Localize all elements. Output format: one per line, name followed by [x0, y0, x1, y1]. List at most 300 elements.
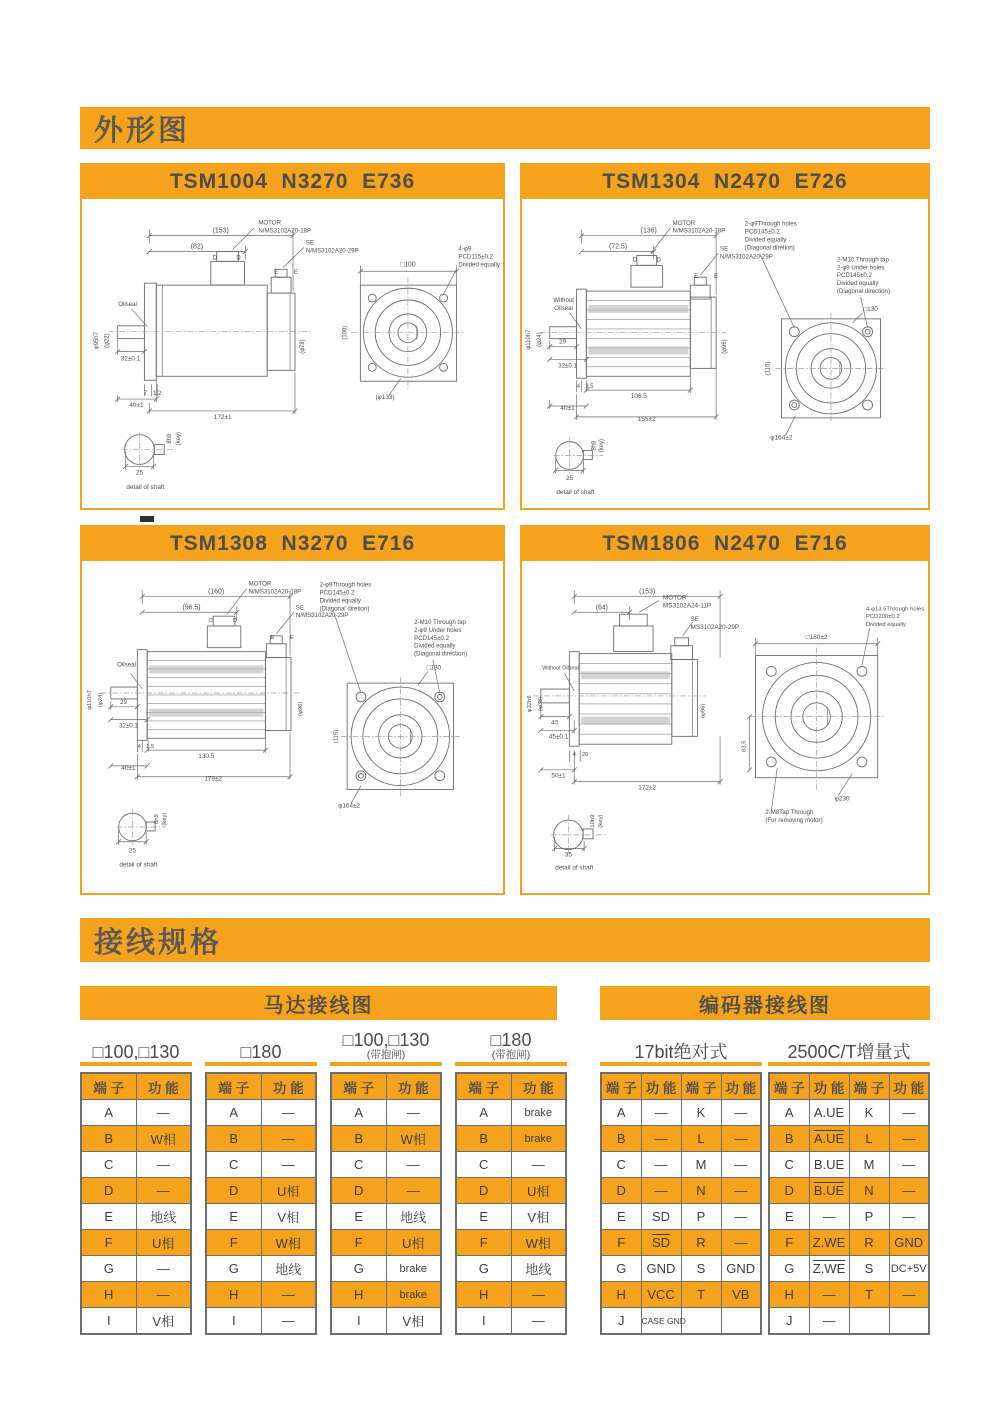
- dimension-label: 10h9: [589, 814, 596, 828]
- table-cell: —: [136, 1100, 191, 1126]
- dimension-label: (72.5): [609, 243, 628, 251]
- table-cell: 地线: [136, 1204, 191, 1230]
- table-row: [601, 1308, 761, 1335]
- table-cell: E: [206, 1204, 261, 1230]
- dimension-label: E: [270, 634, 275, 641]
- dimension-label: N/MS3102A20-29P: [305, 247, 359, 255]
- frame-size-label: □100,□130: [342, 1029, 430, 1050]
- table-cell: G: [81, 1256, 136, 1282]
- dimension-label: φ110h7: [87, 689, 94, 710]
- table-cell: —: [386, 1152, 441, 1178]
- table-row: [81, 1308, 191, 1335]
- table-cell: E: [456, 1204, 511, 1230]
- motor-wiring-table-180-brake: [455, 1072, 567, 1335]
- table-cell: [681, 1308, 721, 1335]
- dimension-label: D: [236, 255, 241, 262]
- dimension-label: □130: [863, 305, 878, 313]
- table-cell: —: [809, 1204, 849, 1230]
- motor-wiring-table-100-130-brake: [330, 1072, 442, 1335]
- dimension-label: detail of shaft: [119, 861, 158, 869]
- dimension-label: 32±0.1: [119, 722, 138, 730]
- table-cell: CASE GND: [641, 1308, 681, 1335]
- dimension-label: (64): [595, 604, 608, 612]
- table-cell: H: [206, 1282, 261, 1308]
- dimension-label: 50±1: [551, 772, 566, 780]
- motor-outline-drawing: [82, 561, 503, 891]
- table-cell: I: [331, 1308, 386, 1335]
- dimension-label: φ164±2: [770, 434, 793, 442]
- table-cell: [721, 1308, 761, 1335]
- dimension-label: SE: [295, 604, 305, 612]
- table-cell: —: [721, 1178, 761, 1204]
- dimension-label: N/MS3102A20-29P: [720, 253, 773, 261]
- table-cell: B: [601, 1126, 641, 1152]
- section-title: 接线规格: [94, 926, 223, 959]
- motor-outline-drawing: [522, 199, 928, 508]
- table-cell: VB: [721, 1282, 761, 1308]
- table-cell: —: [386, 1178, 441, 1204]
- motor-table-head-100-130-brake: [330, 1024, 442, 1066]
- table-row: [331, 1126, 441, 1152]
- dimension-label: MOTOR: [672, 219, 696, 227]
- table-cell: I: [206, 1308, 261, 1335]
- table-cell: F: [456, 1230, 511, 1256]
- dimension-label: MS3102A20-29P: [690, 623, 740, 631]
- dimension-label: Divided equally: [836, 280, 879, 288]
- dimension-label: PCD145±0.2: [836, 272, 872, 280]
- dimension-label: 29: [559, 338, 567, 346]
- table-cell: B: [206, 1126, 261, 1152]
- table-cell: B: [331, 1126, 386, 1152]
- dimension-label: 4: [576, 384, 581, 391]
- dimension-label: □130: [426, 664, 442, 672]
- dimension-label: 2-φ9 Under holes: [414, 626, 462, 634]
- dimension-label: 40±1: [121, 764, 136, 772]
- table-cell: B.UE: [809, 1178, 849, 1204]
- table-row: [456, 1178, 566, 1204]
- table-row: [601, 1230, 761, 1256]
- table-cell: A: [331, 1100, 386, 1126]
- column-header: 端 子: [331, 1073, 386, 1100]
- table-row: [601, 1256, 761, 1282]
- table-row: [81, 1282, 191, 1308]
- table-row: [456, 1230, 566, 1256]
- table-row: [456, 1100, 566, 1126]
- table-cell: —: [889, 1204, 929, 1230]
- table-cell: brake: [386, 1256, 441, 1282]
- dimension-label: SE: [305, 239, 315, 247]
- dimension-label: SE: [690, 616, 700, 624]
- table-cell: GND: [721, 1256, 761, 1282]
- table-cell: VCC: [641, 1282, 681, 1308]
- table-cell: F: [601, 1230, 641, 1256]
- frame-size-note: (带抱闸): [491, 1049, 531, 1062]
- dimension-label: detail of shaft: [126, 484, 165, 492]
- table-cell: —: [889, 1100, 929, 1126]
- dimension-label: (φ133): [375, 394, 395, 402]
- table-cell: A: [456, 1100, 511, 1126]
- dimension-label: (key): [161, 812, 168, 826]
- dimension-label: MS3102A24-11P: [662, 602, 712, 610]
- dimension-label: Divided equally: [744, 236, 787, 244]
- table-row: [206, 1204, 316, 1230]
- dimension-label: 1.2: [153, 391, 162, 398]
- dimension-label: (153): [639, 588, 656, 596]
- dimension-label: D: [656, 257, 661, 264]
- table-cell: D: [769, 1178, 809, 1204]
- column-header: 功 能: [721, 1073, 761, 1100]
- dimension-label: 32±0.1: [558, 362, 577, 370]
- dimension-label: 130.5: [198, 753, 215, 761]
- dimension-label: 155±2: [637, 415, 656, 423]
- table-cell: S: [681, 1256, 721, 1282]
- dimension-label: MOTOR: [258, 219, 282, 227]
- table-row: [769, 1230, 929, 1256]
- table-cell: —: [261, 1152, 316, 1178]
- dimension-label: □100: [400, 261, 416, 269]
- table-row: [331, 1256, 441, 1282]
- dimension-label: 4: [572, 752, 576, 759]
- table-cell: V相: [511, 1204, 566, 1230]
- table-cell: A: [769, 1100, 809, 1126]
- table-cell: R: [681, 1230, 721, 1256]
- table-cell: —: [511, 1152, 566, 1178]
- table-cell: I: [81, 1308, 136, 1335]
- table-cell: M: [681, 1152, 721, 1178]
- motor-wiring-bar: [80, 986, 557, 1020]
- outline-drawing-tsm1308: [82, 561, 503, 891]
- dimension-label: (Diagonal diretion): [744, 244, 795, 252]
- table-cell: F: [769, 1230, 809, 1256]
- dimension-label: (Diagonal diretion): [319, 605, 370, 613]
- dimension-label: 2-M8Tap Through: [765, 809, 814, 817]
- dimension-label: 1.5: [146, 744, 155, 751]
- table-row: [601, 1204, 761, 1230]
- outline-panel-tsm1304: [520, 163, 930, 510]
- table-row: [601, 1178, 761, 1204]
- dimension-label: 3.5: [585, 384, 594, 391]
- table-cell: H: [601, 1282, 641, 1308]
- dimension-label: Oilseal: [117, 661, 136, 669]
- dimension-label: (φ96): [297, 701, 304, 716]
- dimension-label: 106.5: [630, 393, 647, 401]
- dimension-label: Divided equally: [414, 642, 456, 650]
- table-row: [331, 1308, 441, 1335]
- motor-table-head-180: [205, 1024, 317, 1066]
- table-cell: GND: [889, 1230, 929, 1256]
- dimension-label: E: [290, 634, 294, 641]
- table-cell: —: [136, 1178, 191, 1204]
- encoder-wiring-table-2500ct: [768, 1072, 930, 1335]
- dimension-label: 2-M10 Through tap: [836, 256, 889, 264]
- motor-table-head-180-brake: [455, 1024, 567, 1066]
- table-cell: A.UE: [809, 1100, 849, 1126]
- table-cell: V相: [261, 1204, 316, 1230]
- dimension-label: PCD145±0.2: [319, 589, 355, 597]
- table-cell: —: [386, 1100, 441, 1126]
- dimension-label: 40±1: [129, 401, 144, 409]
- outline-panel-tsm1004: [80, 163, 505, 510]
- dimension-label: (φ96): [721, 339, 728, 354]
- table-cell: —: [889, 1178, 929, 1204]
- column-header: 功 能: [889, 1073, 929, 1100]
- dimension-label: MOTOR: [662, 594, 687, 602]
- dimension-label: (136): [640, 227, 657, 235]
- column-header: 功 能: [809, 1073, 849, 1100]
- table-cell: D: [456, 1178, 511, 1204]
- table-cell: K: [849, 1100, 889, 1126]
- table-cell: T: [681, 1282, 721, 1308]
- table-row: [81, 1152, 191, 1178]
- table-cell: —: [721, 1126, 761, 1152]
- dimension-label: 40±1: [560, 404, 575, 412]
- table-cell: —: [721, 1230, 761, 1256]
- dimension-label: (For removing motor): [765, 817, 823, 825]
- dimension-label: N/MS3102A20-18P: [248, 588, 302, 596]
- table-cell: D: [81, 1178, 136, 1204]
- table-cell: B: [456, 1126, 511, 1152]
- table-row: [206, 1100, 316, 1126]
- column-header: 端 子: [456, 1073, 511, 1100]
- dimension-label: 8h9: [167, 433, 174, 444]
- table-row: [456, 1308, 566, 1335]
- outline-drawing-tsm1004: [82, 199, 503, 508]
- table-cell: E: [81, 1204, 136, 1230]
- dimension-label: (φ78): [299, 339, 306, 354]
- table-cell: L: [681, 1126, 721, 1152]
- dimension-label: (key): [597, 814, 604, 828]
- table-cell: N: [681, 1178, 721, 1204]
- dimension-label: 29: [120, 698, 127, 706]
- table-row: [206, 1152, 316, 1178]
- dimension-label: D: [632, 257, 638, 264]
- table-cell: [849, 1308, 889, 1335]
- table-cell: E: [331, 1204, 386, 1230]
- table-cell: —: [261, 1126, 316, 1152]
- dimension-label: (100): [342, 325, 349, 340]
- dimension-label: (Diagonal direction): [836, 288, 891, 296]
- dimension-label: 32±0.1: [120, 355, 141, 363]
- table-row: [81, 1178, 191, 1204]
- table-cell: G: [769, 1256, 809, 1282]
- dimension-label: N/MS3102A20-18P: [258, 227, 312, 235]
- table-cell: $\overline{SD}$: [641, 1230, 681, 1256]
- dimension-label: D: [209, 618, 214, 625]
- dimension-label: 7: [143, 391, 148, 398]
- dimension-label: detail of shaft: [555, 864, 594, 872]
- table-cell: 地线: [261, 1256, 316, 1282]
- dimension-label: E: [293, 270, 298, 277]
- table-row: [769, 1256, 929, 1282]
- motor-wiring-table-180: [205, 1072, 317, 1335]
- dimension-label: (96.5): [182, 604, 201, 612]
- table-cell: G: [206, 1256, 261, 1282]
- dimension-label: E: [714, 274, 719, 281]
- table-cell: D: [206, 1178, 261, 1204]
- table-cell: —: [889, 1152, 929, 1178]
- dimension-label: Without Oilseal: [542, 665, 579, 672]
- table-row: [331, 1204, 441, 1230]
- table-cell: brake: [511, 1126, 566, 1152]
- frame-size-label: □180: [490, 1029, 532, 1050]
- dimension-label: MOTOR: [248, 580, 272, 588]
- dimension-label: 8h9: [154, 814, 161, 825]
- table-cell: W相: [261, 1230, 316, 1256]
- dimension-label: (φ24): [97, 692, 104, 708]
- panel-title: TSM1004 N3270 E736: [82, 165, 503, 199]
- dimension-label: Without: [553, 297, 574, 305]
- dimension-label: 2-φ9Through holes: [319, 581, 372, 589]
- table-cell: E: [769, 1204, 809, 1230]
- column-header: 端 子: [601, 1073, 641, 1100]
- dimension-label: 35: [564, 851, 572, 859]
- dimension-label: PCD145±0.2: [414, 634, 450, 642]
- table-row: [81, 1100, 191, 1126]
- motor-outline-drawing: [82, 199, 503, 508]
- panel-title: TSM1304 N2470 E726: [522, 165, 928, 199]
- dimension-label: 8h9: [591, 440, 598, 451]
- table-cell: J: [769, 1308, 809, 1335]
- table-row: [81, 1204, 191, 1230]
- table-cell: F: [331, 1230, 386, 1256]
- dimension-label: N/MS3102A20-29P: [295, 612, 349, 620]
- table-cell: G: [456, 1256, 511, 1282]
- dimension-label: 25: [128, 847, 136, 855]
- encoder-wiring-table-17bit: [600, 1072, 762, 1335]
- table-row: [331, 1282, 441, 1308]
- table-cell: V相: [386, 1308, 441, 1335]
- table-row: [601, 1100, 761, 1126]
- dimension-label: Oilseal: [118, 300, 137, 308]
- table-row: [601, 1282, 761, 1308]
- table-cell: 地线: [386, 1204, 441, 1230]
- table-cell: —: [511, 1308, 566, 1335]
- table-cell: —: [721, 1204, 761, 1230]
- table-row: [331, 1178, 441, 1204]
- table-row: [206, 1308, 316, 1335]
- table-row: [769, 1204, 929, 1230]
- column-header: 端 子: [81, 1073, 136, 1100]
- table-cell: —: [261, 1308, 316, 1335]
- section-header-wiring: [80, 918, 930, 962]
- table-cell: W相: [386, 1126, 441, 1152]
- table-cell: brake: [386, 1282, 441, 1308]
- frame-size-label: □100,□130: [92, 1042, 180, 1063]
- table-row: [331, 1100, 441, 1126]
- table-cell: Z.WE: [809, 1230, 849, 1256]
- table-cell: G: [331, 1256, 386, 1282]
- table-cell: Z.WE: [809, 1256, 849, 1282]
- table-cell: —: [261, 1282, 316, 1308]
- dimension-label: PCD200±0.2: [865, 614, 900, 621]
- table-cell: C: [456, 1152, 511, 1178]
- outline-drawing-tsm1806: [522, 561, 928, 891]
- table-cell: U相: [386, 1230, 441, 1256]
- dimension-label: 45±0.1: [548, 733, 569, 741]
- dimension-label: 172±2: [638, 784, 657, 792]
- table-cell: V相: [136, 1308, 191, 1335]
- table-cell: —: [136, 1152, 191, 1178]
- dimension-label: N/MS3102A20-18P: [672, 227, 726, 235]
- table-cell: W相: [136, 1126, 191, 1152]
- column-header: 功 能: [511, 1073, 566, 1100]
- table-row: [206, 1256, 316, 1282]
- table-cell: [889, 1308, 929, 1335]
- table-row: [601, 1152, 761, 1178]
- table-cell: W相: [511, 1230, 566, 1256]
- table-row: [456, 1282, 566, 1308]
- dimension-label: φ164±2: [338, 802, 361, 810]
- table-cell: A.UE: [809, 1126, 849, 1152]
- outline-panel-tsm1308: [80, 525, 505, 895]
- table-cell: brake: [511, 1100, 566, 1126]
- dimension-label: (82): [190, 243, 204, 251]
- encoder-wiring-bar: [600, 986, 930, 1020]
- panel-title: TSM1806 N2470 E716: [522, 527, 928, 561]
- table-row: [206, 1230, 316, 1256]
- motor-table-head-100-130: [80, 1024, 192, 1066]
- table-row: [331, 1230, 441, 1256]
- table-row: [81, 1230, 191, 1256]
- table-row: [769, 1100, 929, 1126]
- table-cell: SD: [641, 1204, 681, 1230]
- table-cell: E: [601, 1204, 641, 1230]
- table-row: [769, 1126, 929, 1152]
- dimension-label: Divided equally: [319, 597, 361, 605]
- table-cell: S: [849, 1256, 889, 1282]
- table-cell: —: [136, 1256, 191, 1282]
- table-row: [456, 1204, 566, 1230]
- dimension-label: φ32h6: [526, 695, 533, 713]
- dimension-label: (115): [333, 729, 340, 744]
- dimension-label: 25: [565, 475, 574, 483]
- table-row: [456, 1126, 566, 1152]
- table-cell: H: [331, 1282, 386, 1308]
- table-cell: —: [511, 1282, 566, 1308]
- table-cell: C: [769, 1152, 809, 1178]
- table-row: [206, 1126, 316, 1152]
- table-cell: D: [331, 1178, 386, 1204]
- table-row: [206, 1282, 316, 1308]
- dimension-label: 179±2: [204, 775, 223, 783]
- table-cell: F: [206, 1230, 261, 1256]
- table-cell: GND: [641, 1256, 681, 1282]
- table-cell: J: [601, 1308, 641, 1335]
- table-cell: B: [81, 1126, 136, 1152]
- frame-size-label: □180: [240, 1042, 282, 1063]
- frame-size-note: (带抱闸): [366, 1049, 406, 1062]
- dimension-label: (key): [599, 438, 606, 453]
- dimension-label: (φ22): [104, 333, 111, 348]
- dimension-label: D: [232, 618, 238, 625]
- table-cell: U相: [511, 1178, 566, 1204]
- table-cell: A: [206, 1100, 261, 1126]
- table-cell: M: [849, 1152, 889, 1178]
- table-cell: H: [81, 1282, 136, 1308]
- table-cell: P: [681, 1204, 721, 1230]
- table-row: [456, 1256, 566, 1282]
- table-cell: H: [456, 1282, 511, 1308]
- outline-panel-tsm1806: [520, 525, 930, 895]
- encoder-wiring-title: 编码器接线图: [699, 994, 831, 1017]
- dimension-label: E: [694, 274, 699, 281]
- table-cell: N: [849, 1178, 889, 1204]
- dimension-label: φ95h7: [93, 332, 100, 350]
- dimension-label: Oilseal: [554, 304, 573, 312]
- table-cell: 地线: [511, 1256, 566, 1282]
- table-row: [769, 1178, 929, 1204]
- table-cell: —: [721, 1152, 761, 1178]
